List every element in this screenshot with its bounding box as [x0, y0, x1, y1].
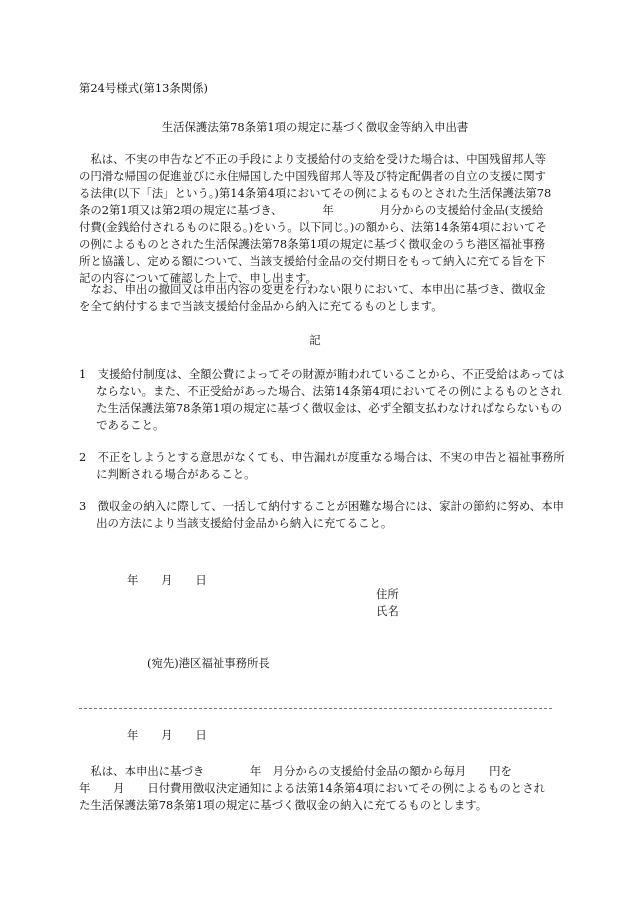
list-item-3: 3 徴収金の納入に際して、一括して納付することが困難な場合には、家計の節約に努め、本申出の方法により当該支援給付金品から納入に充てること。: [79, 499, 564, 530]
form-number: 第24号様式(第13条関係): [79, 81, 209, 95]
date-line: 年 月 日: [127, 573, 207, 587]
list-item-1: 1 支援給付制度は、全額公費によってその財源が賄われていることから、不正受給はあってはならない。また、不正受給があった場合、法第14条第4項においてその例によるものとされた生活保護法第78条第1項の規定に基づく徴収金は、必ず全額支払わなければならないものであること。: [79, 367, 565, 432]
address-label: 住所: [376, 587, 399, 601]
body-paragraph-1: 私は、不実の申告など不正の手段により支援給付の支給を受けた場合は、中国残留邦人等の円滑な帰国の促進並びに永住帰国した中国残留邦人等及び特定配偶者の自立の支援に関する法律(以下「法」という。)第14条第4項においてその例によるものとされた生活保護法第78条の2第1項又は第2項の規定に基づき、 年 月分からの支援給付金品(支援給付費(金銭給付されるものに限る。)をいう。以下同じ。)の額から、法第14条第4項においてその例によるものとされた生活保護法第78条第1項の規定に基づく徴収金のうち港区福祉事務所と協議し、定める額について、当該支援給付金品の交付期日をもって納入に充てる旨を下記の内容について確認した上で、申し出ます。: [79, 152, 552, 285]
ki-heading: 記: [309, 333, 321, 347]
addressee: (宛先)港区福祉事務所長: [147, 656, 270, 670]
name-label: 氏名: [376, 604, 399, 618]
body-paragraph-2: なお、申出の撤回又は申出内容の変更を行わない限りにおいて、本申出に基づき、徴収金を全て納付するまで当該支援給付金品から納入に充てるものとします。: [79, 282, 546, 313]
document-title: 生活保護法第78条第1項の規定に基づく徴収金等納入申出書: [161, 120, 469, 134]
cut-line: [79, 708, 552, 709]
list-item-2: 2 不正をしようとする意思がなくても、申告漏れが度重なる場合は、不実の申告と福祉事務所に判断される場合があること。: [79, 450, 565, 481]
lower-date-line: 年 月 日: [127, 728, 207, 742]
lower-paragraph: 私は、本申出に基づき 年 月分からの支援給付金品の額から毎月 円を 年 月 日付費用徴収決定通知による法第14条第4項においてその例によるものとされた生活保護法第78条第1項の規定に基づく徴収金の納入に充てるものとします。: [79, 764, 547, 812]
